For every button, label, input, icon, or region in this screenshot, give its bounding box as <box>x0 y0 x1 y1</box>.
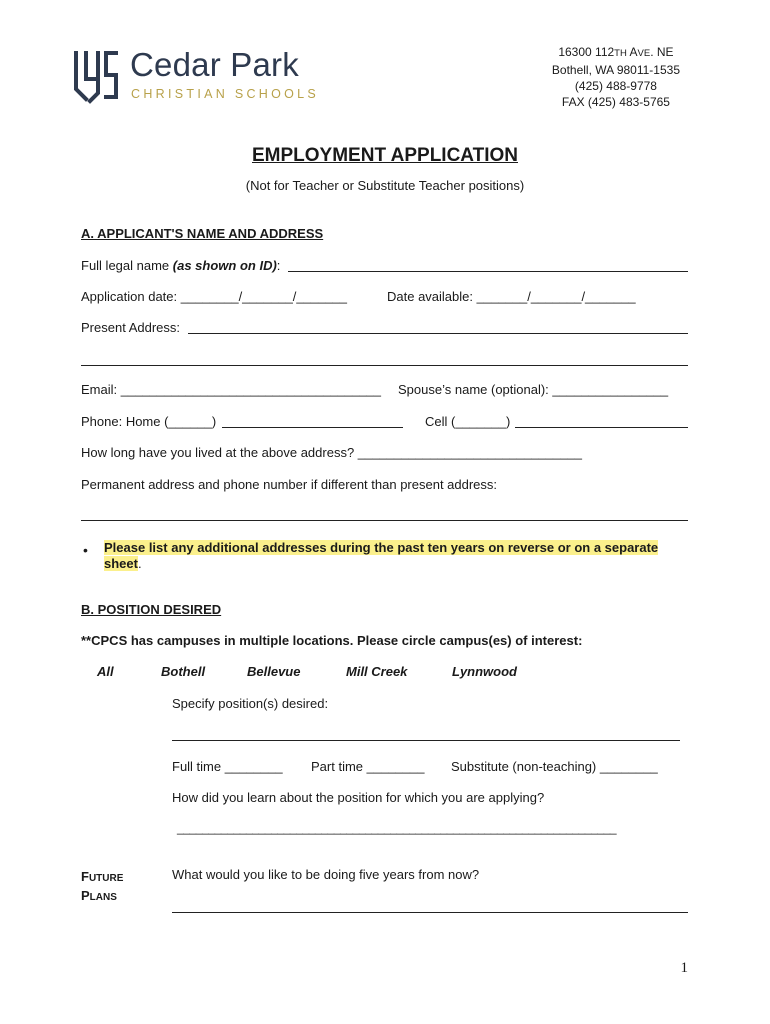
campus-option-all[interactable]: All <box>97 664 114 679</box>
present-address-field[interactable] <box>188 333 688 334</box>
five-year-question: What would you like to be doing five years from now? <box>172 867 480 882</box>
phone-number: (425) 488-9778 <box>574 79 657 93</box>
specify-position-label: Specify position(s) desired: <box>172 696 329 711</box>
campus-option-bellevue[interactable]: Bellevue <box>247 664 301 679</box>
application-date-field[interactable]: Application date: ________/_______/_______ <box>81 289 348 304</box>
present-address-label: Present Address: <box>81 320 180 335</box>
home-phone-field[interactable] <box>222 427 403 428</box>
section-a-heading: A. APPLICANT'S NAME AND ADDRESS <box>81 226 324 241</box>
page-title: EMPLOYMENT APPLICATION <box>252 145 518 166</box>
learn-about-position-field[interactable]: ______________________________________________________________________ <box>177 821 617 835</box>
city-state-zip: Bothell, WA 98011-1535 <box>551 63 680 77</box>
spouse-name-field[interactable]: Spouse’s name (optional): ________________ <box>398 382 669 397</box>
present-address-field-line2[interactable] <box>81 365 688 366</box>
future-plans-label: FUTURE PLANS <box>81 869 124 903</box>
learn-about-position-label: How did you learn about the position for which you are applying? <box>172 790 545 805</box>
logo-name: Cedar Park <box>130 46 299 83</box>
full-name-label: Full legal name (as shown on ID): <box>81 258 281 273</box>
substitute-field[interactable]: Substitute (non-teaching) ________ <box>451 759 658 774</box>
cell-phone-label: Cell (_______) <box>425 414 511 429</box>
date-available-field[interactable]: Date available: _______/_______/_______ <box>387 289 636 304</box>
permanent-address-field[interactable] <box>81 520 688 521</box>
home-phone-label: Phone: Home (______) <box>81 414 217 429</box>
full-time-field[interactable]: Full time ________ <box>172 759 283 774</box>
campus-option-bothell[interactable]: Bothell <box>161 664 206 679</box>
page-subtitle: (Not for Teacher or Substitute Teacher positions) <box>245 178 525 193</box>
cell-phone-field[interactable] <box>515 427 688 428</box>
specify-position-field[interactable] <box>172 740 680 741</box>
logo-subtitle: CHRISTIAN SCHOOLS <box>131 87 320 101</box>
cedar-park-logo-mark-icon <box>72 49 120 105</box>
school-address <box>552 44 680 110</box>
school-logo <box>72 45 332 107</box>
email-field[interactable]: Email: ____________________________________ <box>81 382 382 397</box>
street-address: 16300 112TH AVE. NE <box>558 45 674 59</box>
five-year-answer-field[interactable] <box>172 912 688 913</box>
full-name-field[interactable] <box>288 271 688 272</box>
campus-option-lynnwood[interactable]: Lynnwood <box>452 664 517 679</box>
years-at-address-field[interactable]: How long have you lived at the above address? _______________________________ <box>81 445 582 460</box>
permanent-address-label: Permanent address and phone number if different than present address: <box>81 477 498 492</box>
additional-addresses-note: Please list any additional addresses during the past ten years on reverse or on a separate sheet. <box>104 540 659 571</box>
page-number: 1 <box>680 960 688 976</box>
campus-option-mill-creek[interactable]: Mill Creek <box>346 664 408 679</box>
fax-number: FAX (425) 483-5765 <box>561 95 670 109</box>
part-time-field[interactable]: Part time ________ <box>311 759 425 774</box>
note-bullet: • <box>83 542 88 558</box>
campus-instructions: **CPCS has campuses in multiple locations. Please circle campus(es) of interest: <box>81 633 583 648</box>
section-b-heading: B. POSITION DESIRED <box>81 602 222 617</box>
